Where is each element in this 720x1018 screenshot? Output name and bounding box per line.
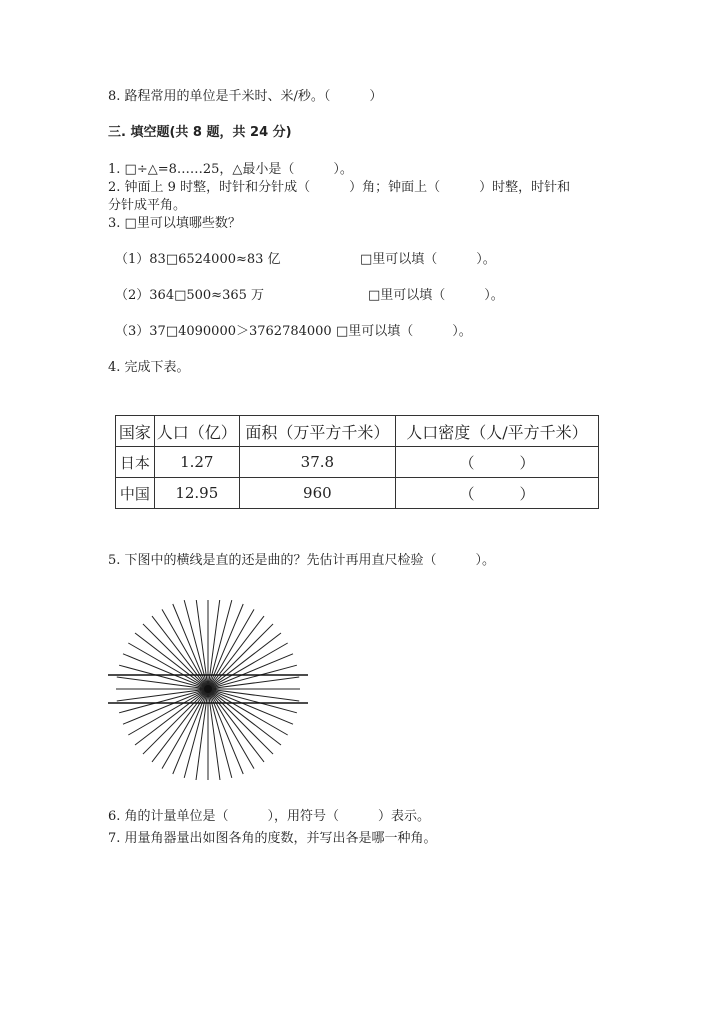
question-6: 6. 角的计量单位是（ ），用符号（ ）表示。: [108, 809, 431, 824]
question-3: 3. □里可以填哪些数？: [108, 216, 241, 231]
question-3-part-2-expression: （2）364□500≈365 万: [115, 288, 265, 303]
table-answer-cell: （ ）: [395, 447, 598, 478]
table-cell: 12.95: [154, 478, 239, 509]
table-header-row: [116, 416, 599, 447]
table-cell: 37.8: [239, 447, 395, 478]
question-4: 4. 完成下表。: [108, 360, 190, 375]
table-row: [116, 447, 599, 478]
table-header-cell: 国家: [116, 416, 155, 447]
table-cell: 1.27: [154, 447, 239, 478]
population-table: [115, 415, 599, 509]
illusion-figure: [108, 600, 308, 780]
question-2-line-2: 分针成平角。: [108, 198, 187, 213]
question-3-part-3-expression: （3）37□4090000＞3762784000: [115, 324, 332, 339]
table-row: [116, 478, 599, 509]
table-header-cell: 人口（亿）: [154, 416, 239, 447]
figure-center: [204, 685, 212, 693]
question-3-part-3-fill: □里可以填（ ）。: [336, 324, 472, 339]
table-cell: 中国: [116, 478, 155, 509]
question-3-part-1-expression: （1）83□6524000≈83 亿: [115, 252, 281, 267]
table-header-cell: 面积（万平方千米）: [239, 416, 395, 447]
question-1: 1. □÷△=8……25，△最小是（ ）。: [108, 162, 353, 177]
section-title: 三. 填空题(共 8 题，共 24 分): [108, 125, 292, 140]
table-cell: 日本: [116, 447, 155, 478]
table-header-cell: 人口密度（人/平方千米）: [395, 416, 598, 447]
question-2-line-1: 2. 钟面上 9 时整，时针和分针成（ ）角；钟面上（ ）时整，时针和: [108, 180, 571, 195]
previous-question-8: 8. 路程常用的单位是千米时、米/秒。（ ）: [108, 89, 383, 104]
question-5: 5. 下图中的横线是直的还是曲的？先估计再用直尺检验（ ）。: [108, 553, 496, 568]
question-3-part-2-fill: □里可以填（ ）。: [368, 288, 504, 303]
question-3-part-1-fill: □里可以填（ ）。: [360, 252, 496, 267]
question-7: 7. 用量角器量出如图各角的度数，并写出各是哪一种角。: [108, 831, 437, 846]
table-cell: 960: [239, 478, 395, 509]
table-answer-cell: （ ）: [395, 478, 598, 509]
